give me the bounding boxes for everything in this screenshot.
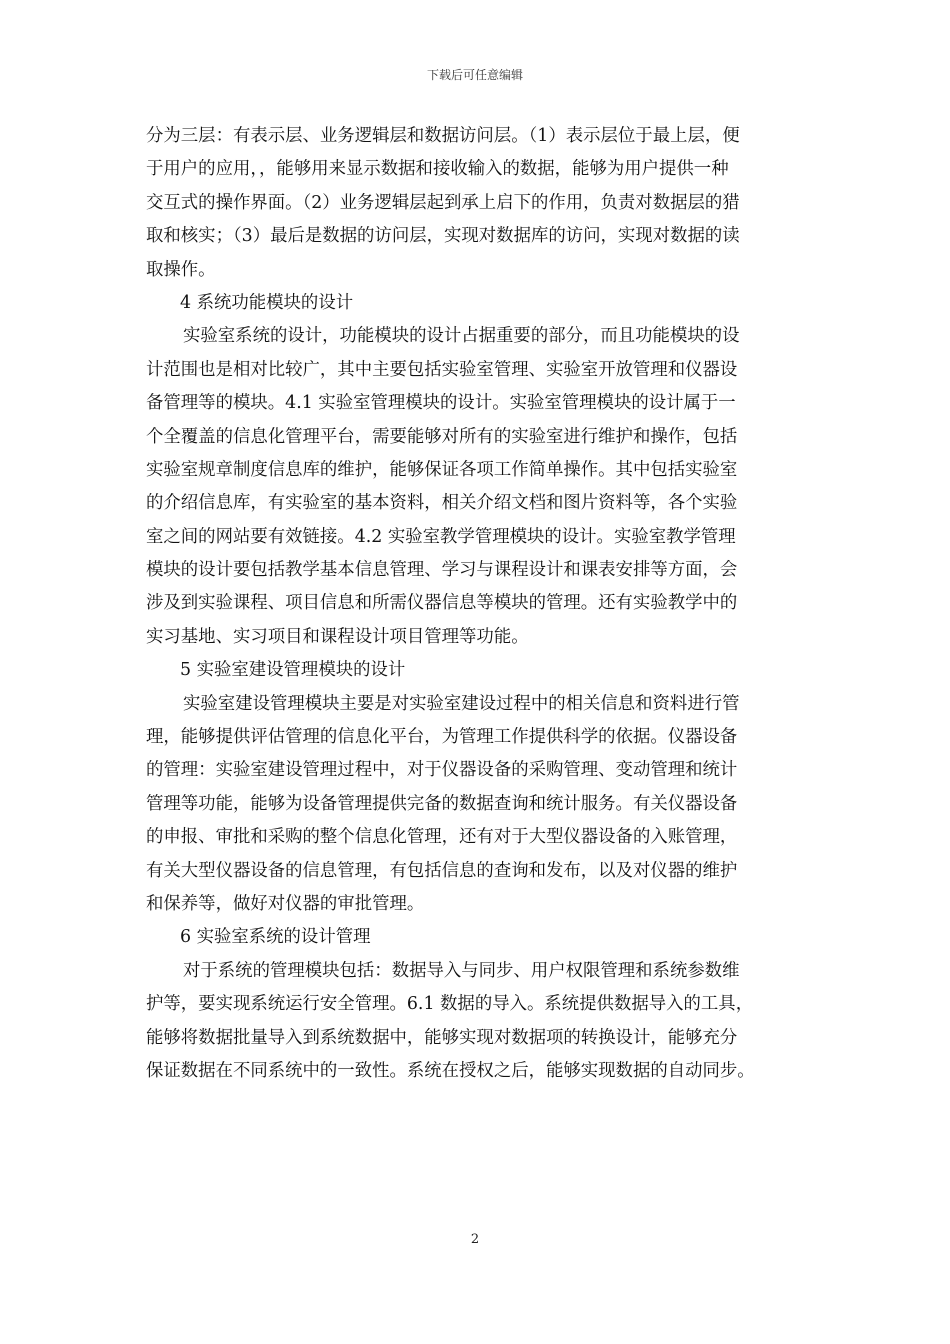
text-line: 计范围也是相对比较广，其中主要包括实验室管理、实验室开放管理和仪器设 xyxy=(146,359,738,380)
text-line: 的管理：实验室建设管理过程中，对于仪器设备的采购管理、变动管理和统计 xyxy=(146,760,738,781)
section-heading: 5 实验室建设管理模块的设计 xyxy=(180,660,406,681)
text-line: 实验室系统的设计，功能模块的设计占据重要的部分，而且功能模块的设 xyxy=(183,326,740,347)
section-heading: 4 系统功能模块的设计 xyxy=(180,292,354,313)
text-line: 护等，要实现系统运行安全管理。6.1 数据的导入。系统提供数据导入的工具， xyxy=(146,994,754,1015)
text-line: 实习基地、实习项目和课程设计项目管理等功能。 xyxy=(146,626,529,647)
text-line: 有关大型仪器设备的信息管理，有包括信息的查询和发布，以及对仪器的维护 xyxy=(146,860,738,881)
text-line: 于用户的应用，，能够用来显示数据和接收输入的数据，能够为用户提供一种 xyxy=(146,159,729,180)
section-heading: 6 实验室系统的设计管理 xyxy=(180,927,371,948)
text-line: 个全覆盖的信息化管理平台，需要能够对所有的实验室进行维护和操作，包括 xyxy=(146,426,738,447)
text-line: 室之间的网站要有效链接。4.2 实验室教学管理模块的设计。实验室教学管理 xyxy=(146,526,736,547)
text-line: 交互式的操作界面。（2）业务逻辑层起到承上启下的作用，负责对数据层的猎 xyxy=(146,192,740,213)
text-line: 理，能够提供评估管理的信息化平台，为管理工作提供科学的依据。仪器设备 xyxy=(146,727,738,748)
text-line: 和保养等，做好对仪器的审批管理。 xyxy=(146,893,425,914)
text-line: 的介绍信息库，有实验室的基本资料，相关介绍文档和图片资料等，各个实验 xyxy=(146,493,738,514)
text-line: 分为三层：有表示层、业务逻辑层和数据访问层。（1）表示层位于最上层，便 xyxy=(146,126,740,146)
text-line: 的申报、审批和采购的整个信息化管理，还有对于大型仪器设备的入账管理， xyxy=(146,827,738,848)
text-line: 保证数据在不同系统中的一致性。系统在授权之后，能够实现数据的自动同步。 xyxy=(146,1060,755,1081)
text-line: 涉及到实验课程、项目信息和所需仪器信息等模块的管理。还有实验教学中的 xyxy=(146,593,738,614)
text-line: 能够将数据批量导入到系统数据中，能够实现对数据项的转换设计，能够充分 xyxy=(146,1027,738,1048)
document-body xyxy=(146,120,810,1088)
text-line: 对于系统的管理模块包括：数据导入与同步、用户权限管理和系统参数维 xyxy=(183,960,740,981)
text-line: 模块的设计要包括教学基本信息管理、学习与课程设计和课表安排等方面，会 xyxy=(146,560,738,581)
text-line: 实验室建设管理模块主要是对实验室建设过程中的相关信息和资料进行管 xyxy=(183,693,740,714)
text-line: 管理等功能，能够为设备管理提供完备的数据查询和统计服务。有关仪器设备 xyxy=(146,793,738,814)
text-line: 取和核实；（3）最后是数据的访问层，实现对数据库的访问，实现对数据的读 xyxy=(146,226,740,247)
page-header: 下载后可任意编辑 xyxy=(426,68,523,82)
text-line: 备管理等的模块。4.1 实验室管理模块的设计。实验室管理模块的设计属于一 xyxy=(146,393,736,414)
text-line: 取操作。 xyxy=(146,259,216,280)
page-number: 2 xyxy=(470,1232,480,1247)
text-line: 实验室规章制度信息库的维护，能够保证各项工作简单操作。其中包括实验室 xyxy=(146,459,738,480)
